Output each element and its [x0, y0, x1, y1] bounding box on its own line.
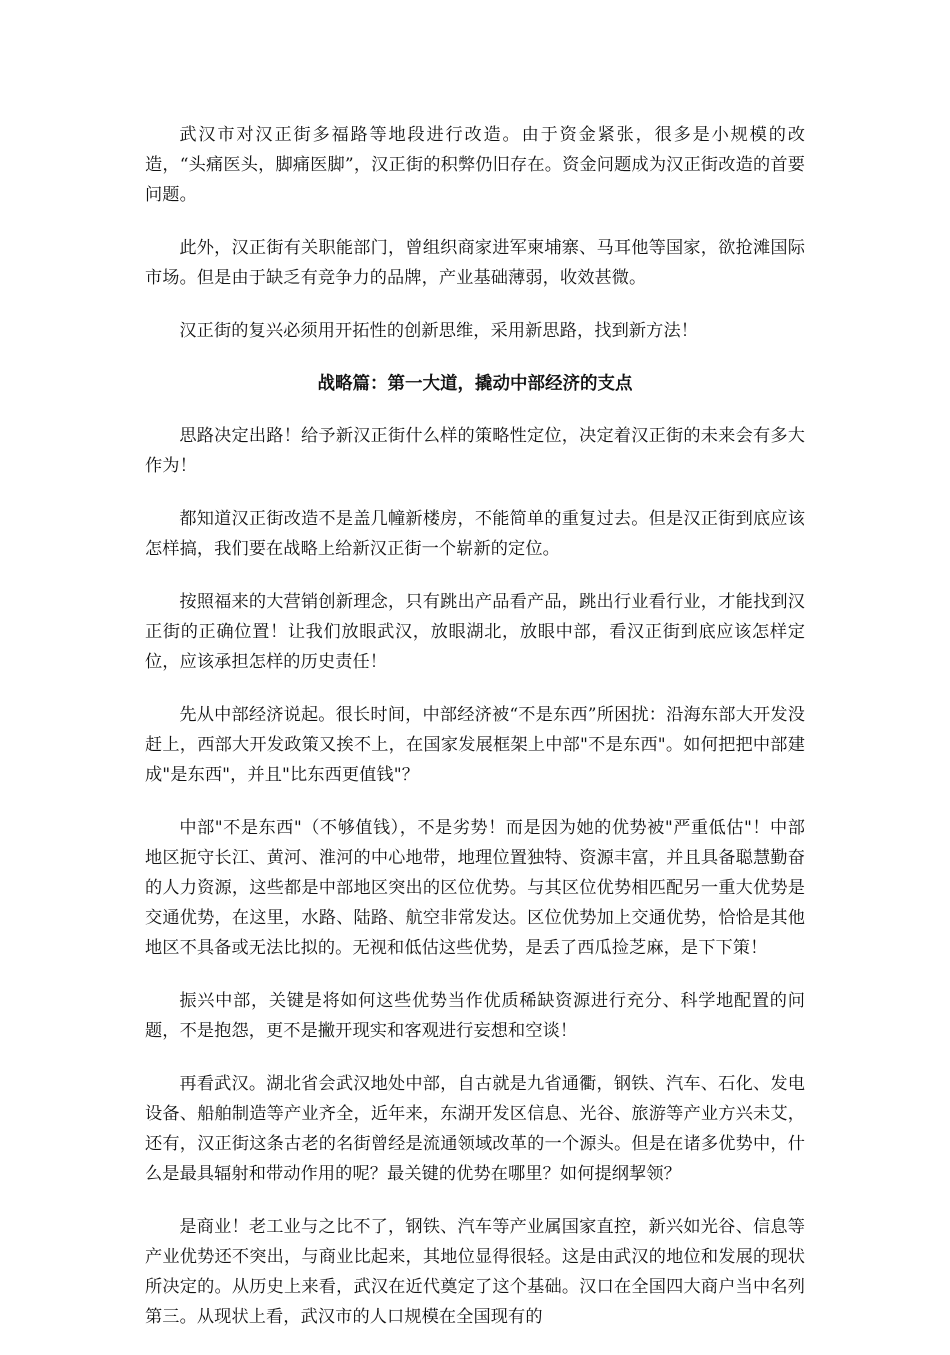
paragraph: 都知道汉正街改造不是盖几幢新楼房，不能简单的重复过去。但是汉正街到底应该怎样搞，我们要在战略上给新汉正街一个崭新的定位。 — [145, 509, 805, 559]
paragraph: 先从中部经济说起。很长时间，中部经济被“不是东西”所困扰：沿海东部大开发没赶上，西部大开发政策又挨不上，在国家发展框架上中部"不是东西"。如何把把中部建成"是东西"，并且"比东西更值钱"？ — [145, 705, 805, 785]
paragraph: 武汉市对汉正街多福路等地段进行改造。由于资金紧张，很多是小规模的改造，“头痛医头，脚痛医脚”，汉正街的积弊仍旧存在。资金问题成为汉正街改造的首要问题。 — [145, 125, 805, 205]
paragraph: 振兴中部，关键是将如何这些优势当作优质稀缺资源进行充分、科学地配置的问题，不是抱怨，更不是撇开现实和客观进行妄想和空谈！ — [145, 991, 805, 1041]
paragraph: 是商业！老工业与之比不了，钢铁、汽车等产业属国家直控，新兴如光谷、信息等产业优势还不突出，与商业比起来，其地位显得很轻。这是由武汉的地位和发展的现状所决定的。从历史上来看，武汉在近代奠定了这个基础。汉口在全国四大商户当中名列第三。从现状上看，武汉市的人口规模在全国现有的 — [145, 1217, 805, 1327]
section-heading: 战略篇：第一大道，撬动中部经济的支点 — [317, 374, 633, 394]
paragraph: 中部"不是东西"（不够值钱），不是劣势！而是因为她的优势被"严重低估"！中部地区扼守长江、黄河、淮河的中心地带，地理位置独特、资源丰富，并且具备聪慧勤奋的人力资源，这些都是中部地区突出的区位优势。与其区位优势相匹配另一重大优势是交通优势，在这里，水路、陆路、航空非常发达。区位优势加上交通优势，恰恰是其他地区不具备或无法比拟的。无视和低估这些优势，是丢了西瓜捡芝麻，是下下策！ — [145, 818, 805, 958]
paragraph: 汉正街的复兴必须用开拓性的创新思维，采用新思路，找到新方法！ — [179, 321, 699, 341]
paragraph: 再看武汉。湖北省会武汉地处中部，自古就是九省通衢，钢铁、汽车、石化、发电设备、船舶制造等产业齐全，近年来，东湖开发区信息、光谷、旅游等产业方兴未艾，还有，汉正街这条古老的名街曾经是流通领域改革的一个源头。但是在诸多优势中，什么是最具辐射和带动作用的呢？最关键的优势在哪里？如何提纲挈领？ — [145, 1074, 805, 1184]
paragraph: 思路决定出路！给予新汉正街什么样的策略性定位，决定着汉正街的未来会有多大作为！ — [145, 426, 805, 476]
paragraph: 按照福来的大营销创新理念，只有跳出产品看产品，跳出行业看行业，才能找到汉正街的正确位置！让我们放眼武汉，放眼湖北，放眼中部，看汉正街到底应该怎样定位，应该承担怎样的历史责任！ — [145, 592, 805, 672]
paragraph: 此外，汉正街有关职能部门，曾组织商家进军柬埔寨、马耳他等国家，欲抢滩国际市场。但是由于缺乏有竞争力的品牌，产业基础薄弱，收效甚微。 — [145, 238, 805, 288]
document-page — [145, 120, 805, 1355]
